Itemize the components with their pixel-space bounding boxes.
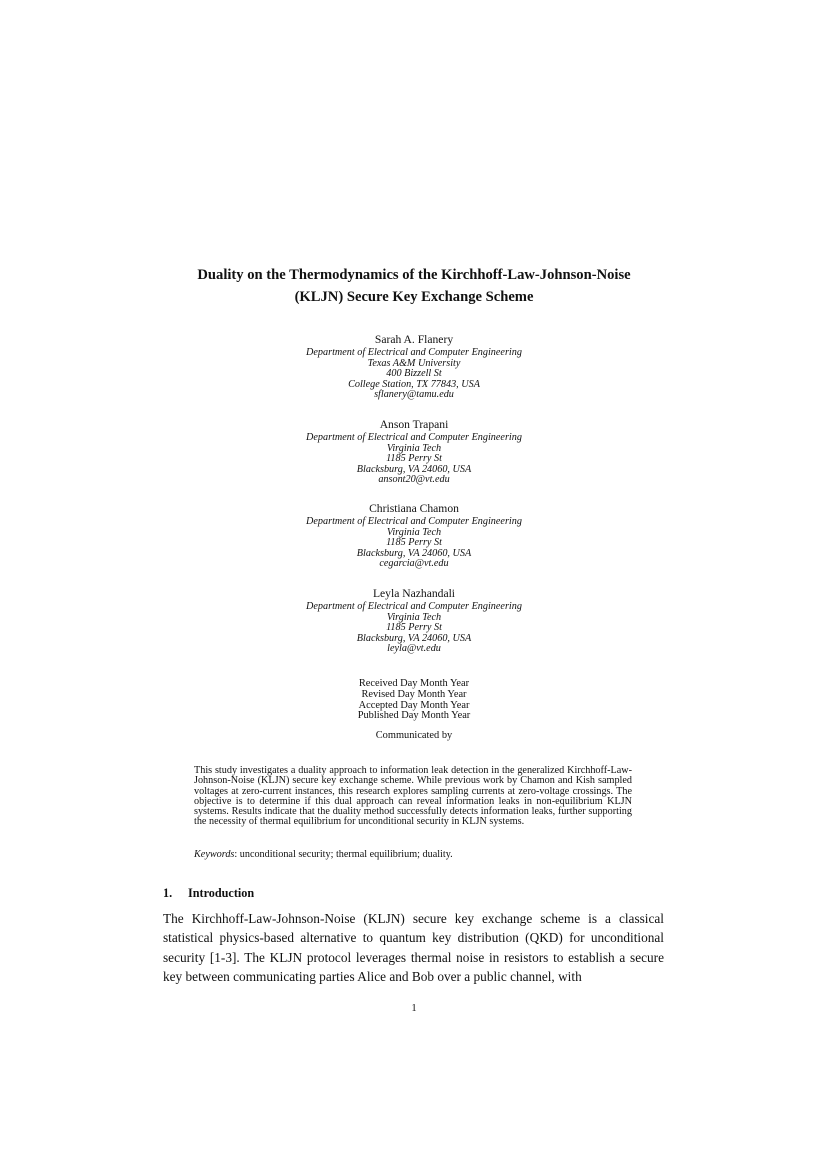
author-name: Christiana Chamon xyxy=(369,502,459,515)
body-paragraph: The Kirchhoff-Law-Johnson-Noise (KLJN) secure key exchange scheme is a classical statistical physics-based alternative to quantum key distribution (QKD) for unconditional security [1-3]. The KLJN protocol leverages thermal noise in resistors to establish a secure key between communicating parties Alice and Bob over a public channel, with xyxy=(163,911,664,984)
received-date: Received Day Month Year xyxy=(358,678,470,689)
author-department: Department of Electrical and Computer Engineering xyxy=(306,516,522,527)
author-institution: Virginia Tech xyxy=(386,526,442,538)
author-department: Department of Electrical and Computer Engineering xyxy=(306,347,522,358)
section-title: Introduction xyxy=(188,886,255,900)
section-heading xyxy=(163,885,254,901)
author-block-1 xyxy=(214,333,614,401)
author-email: leyla@vt.edu xyxy=(387,643,441,655)
section-number: 1. xyxy=(163,886,173,900)
author-department: Department of Electrical and Computer Engineering xyxy=(306,601,522,612)
author-city: Blacksburg, VA 24060, USA xyxy=(356,632,472,644)
manuscript-dates xyxy=(264,679,564,722)
author-department: Department of Electrical and Computer Engineering xyxy=(306,432,522,443)
author-institution: Virginia Tech xyxy=(386,442,442,454)
communicated-by: Communicated by xyxy=(375,730,453,741)
author-city: College Station, TX 77843, USA xyxy=(348,378,480,390)
author-street: 1185 Perry St xyxy=(386,537,442,549)
author-institution: Virginia Tech xyxy=(386,611,442,623)
paper-title xyxy=(150,264,678,308)
revised-date: Revised Day Month Year xyxy=(361,688,467,700)
author-name: Sarah A. Flanery xyxy=(374,333,454,346)
keywords-text: : unconditional security; thermal equilibrium; duality. xyxy=(234,849,453,860)
title-line-2: (KLJN) Secure Key Exchange Scheme xyxy=(294,289,534,305)
author-email: cegarcia@vt.edu xyxy=(379,558,449,570)
author-name: Anson Trapani xyxy=(379,418,449,431)
page-number: 1 xyxy=(411,1003,417,1014)
author-street: 1185 Perry St xyxy=(386,622,442,634)
author-block-3 xyxy=(214,502,614,570)
author-email: ansont20@vt.edu xyxy=(378,474,450,486)
author-name: Leyla Nazhandali xyxy=(372,587,456,600)
author-institution: Texas A&M University xyxy=(367,357,461,369)
accepted-date: Accepted Day Month Year xyxy=(358,699,470,711)
author-street: 1185 Perry St xyxy=(386,453,442,465)
keywords xyxy=(194,849,632,861)
author-block-4 xyxy=(214,587,614,655)
author-block-2 xyxy=(214,418,614,486)
author-street: 400 Bizzell St xyxy=(386,368,442,380)
abstract: This study investigates a duality approach to information leak detection in the generalized Kirchhoff-Law-Johnson-Noise (KLJN) secure key exchange scheme. While previous work by Chamon and Kish sampled voltages at zero-current instances, this research explores sampling currents at zero-voltage crossings. The objective is to determine if this dual approach can reveal information leaks in non-equilibrium KLJN systems. Results indicate that the duality method successfully detects information leaks, further supporting the necessity of thermal equilibrium for unconditional security in KLJN systems. xyxy=(194,765,632,828)
keywords-label: Keywords xyxy=(194,849,235,860)
author-city: Blacksburg, VA 24060, USA xyxy=(356,547,472,559)
author-email: sflanery@tamu.edu xyxy=(374,389,454,401)
author-city: Blacksburg, VA 24060, USA xyxy=(356,463,472,475)
published-date: Published Day Month Year xyxy=(357,710,471,722)
title-line-1: Duality on the Thermodynamics of the Kirchhoff-Law-Johnson-Noise xyxy=(197,267,631,283)
